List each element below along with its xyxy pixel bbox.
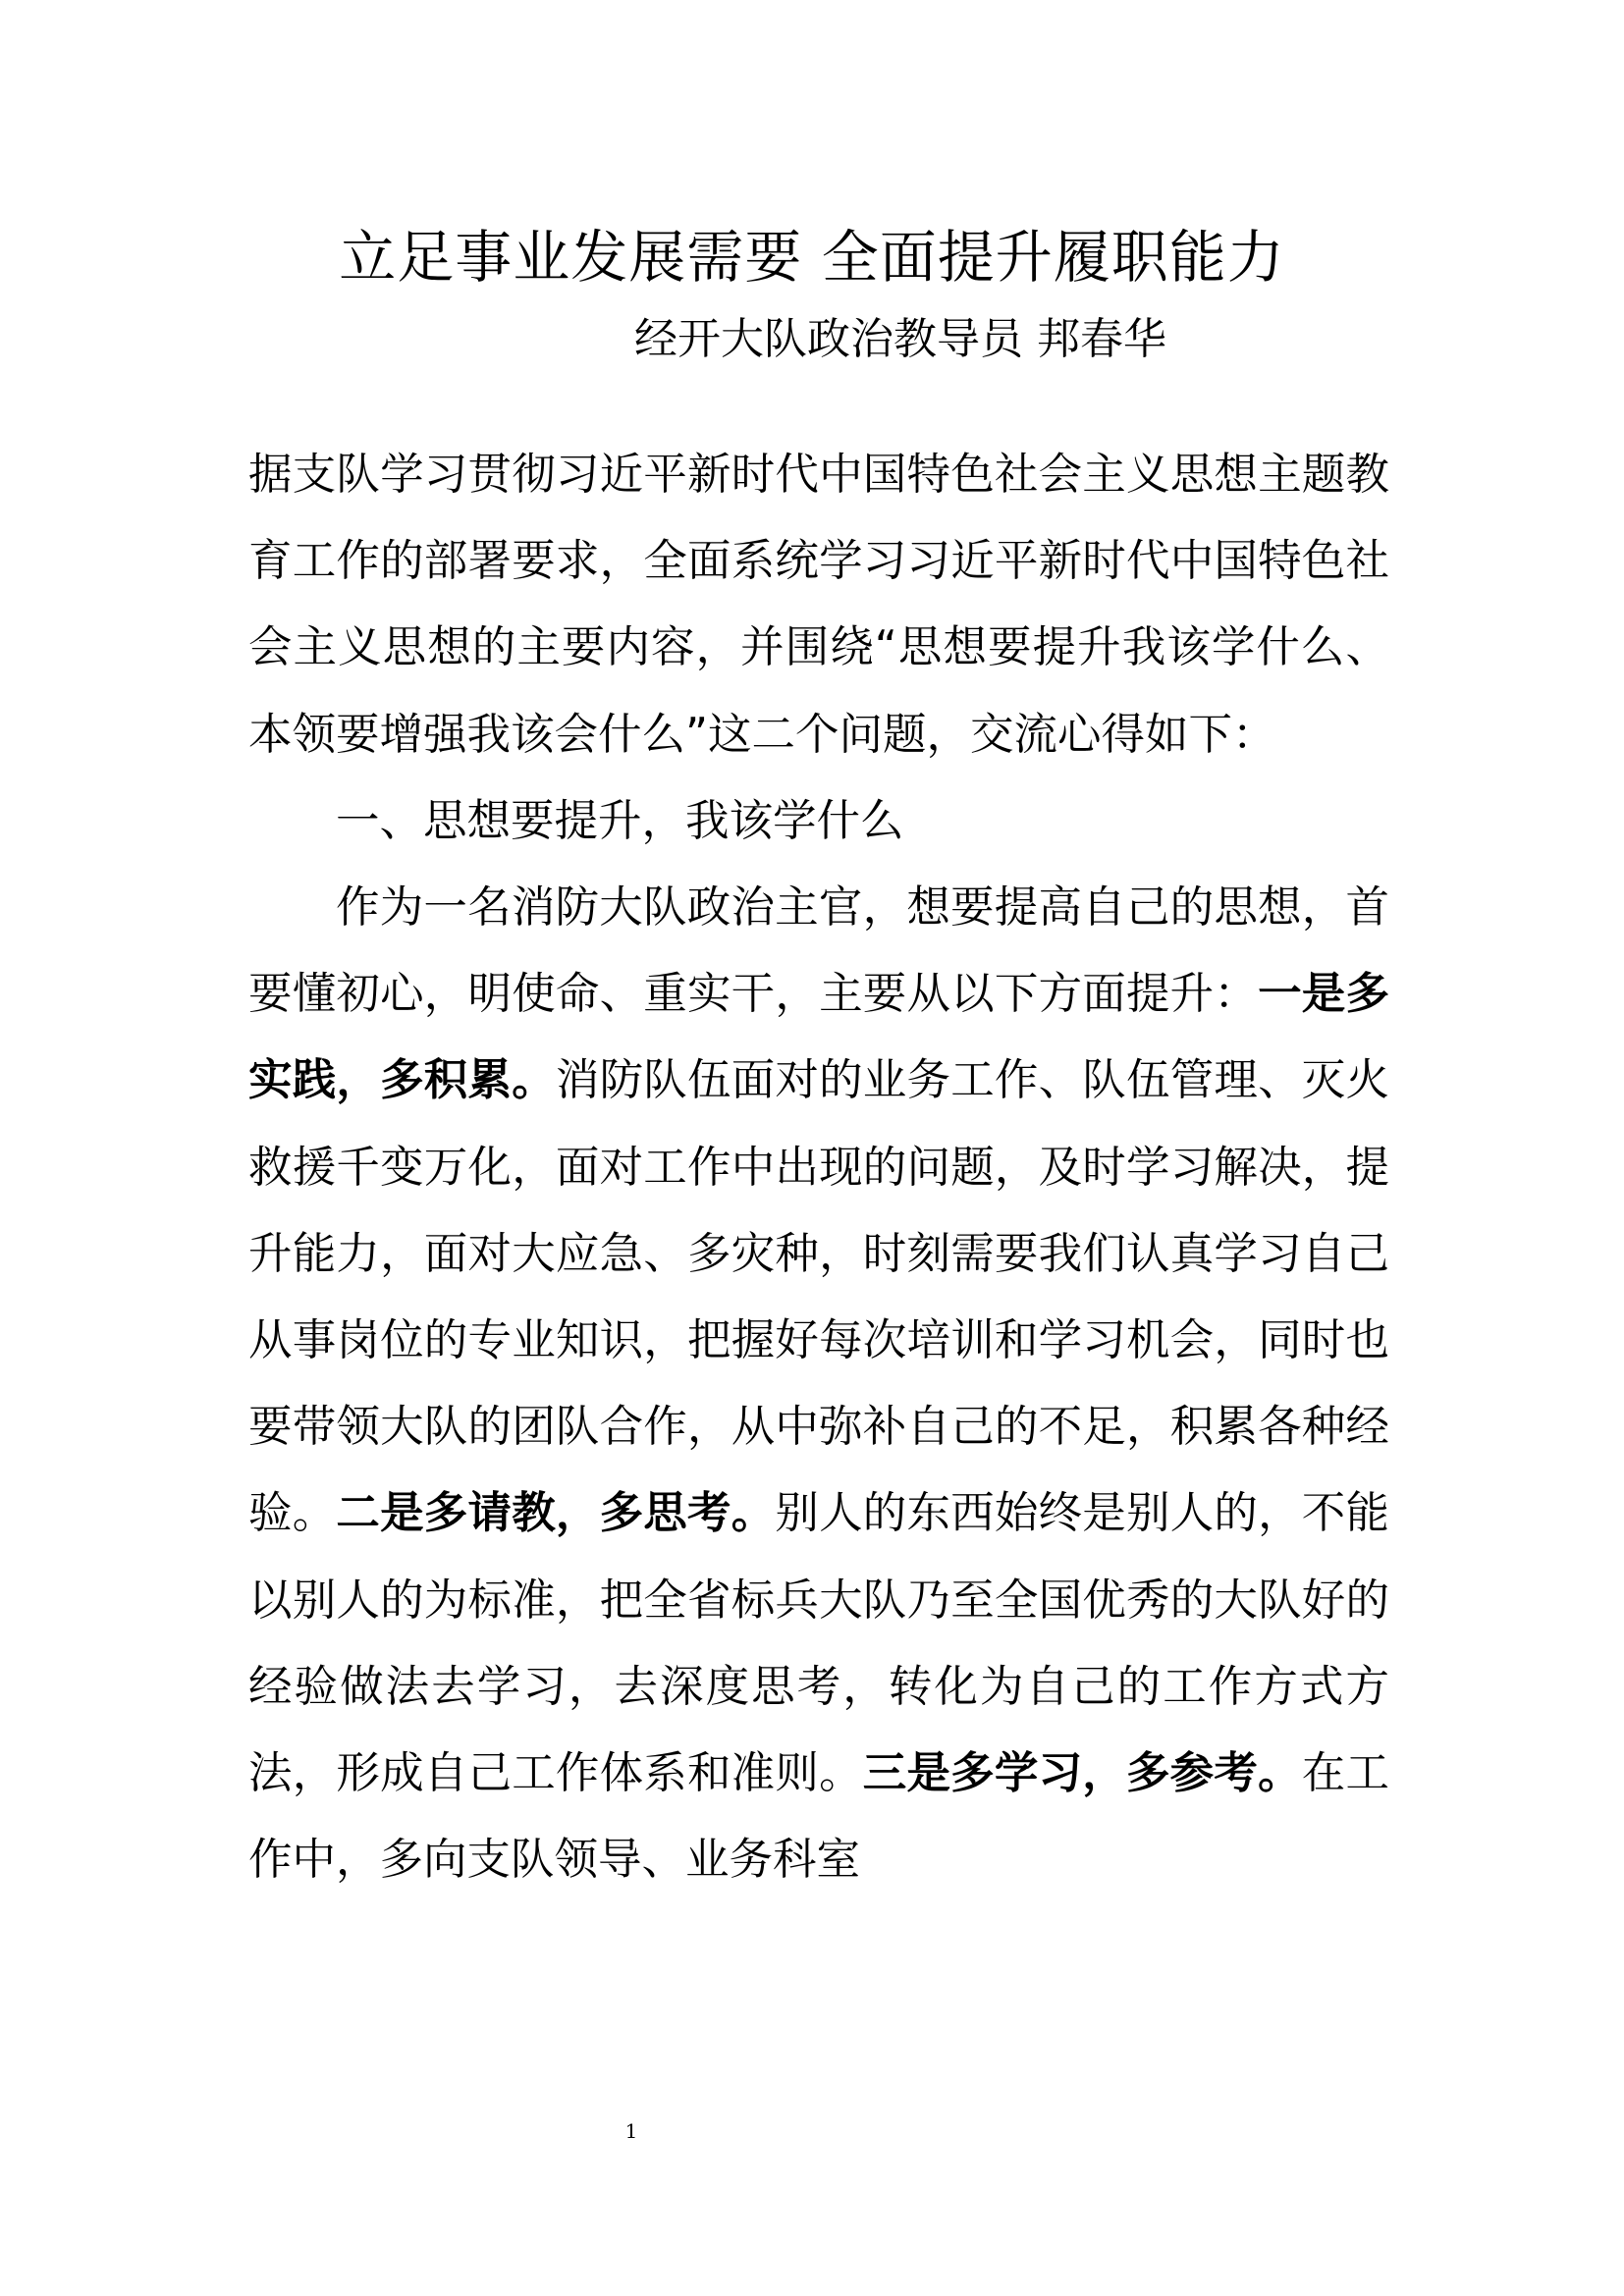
page-number: 1 — [624, 2119, 638, 2143]
paragraph-lead: 作为一名消防大队政治主官，想要提高自己的思想，首要懂初心，明使命、重实干，主要从以下方面提升： — [248, 882, 1389, 1020]
point-text-3: 在工作中，多向支队领导、业务科室 — [248, 1748, 1389, 1886]
intro-paragraph: 据支队学习贯彻习近平新时代中国特色社会主义思想主题教育工作的部署要求，全面系统学习习近平新时代中国特色社会主义思想的主要内容，并围绕“思想要提升我该学什么、本领要增强我该会什么”这二个问题，交流心得如下： — [248, 450, 1389, 760]
author-line: 经开大队政治教导员 邦春华 — [634, 314, 1166, 364]
document-title: 立足事业发展需要 全面提升履职能力 — [339, 224, 1285, 291]
section-paragraph — [248, 865, 1389, 1903]
point-heading-3: 三是多学习，多参考。 — [862, 1748, 1302, 1799]
point-text-2: 别人的东西始终是别人的，不能以别人的为标准，把全省标兵大队乃至全国优秀的大队好的经验做法去学习，去深度思考，转化为自己的工作方式方法，形成自己工作体系和准则。 — [248, 1488, 1389, 1799]
point-heading-2: 二是多请教，多思考。 — [336, 1488, 776, 1539]
section-heading: 一、思想要提升，我该学什么 — [336, 795, 904, 846]
document-body — [248, 432, 1389, 1903]
point-heading-1: 一是多实践，多积累。 — [248, 969, 1389, 1106]
point-text-1: 消防队伍面对的业务工作、队伍管理、灭火救援千变万化，面对工作中出现的问题，及时学习解决，提升能力，面对大应急、多灾种，时刻需要我们认真学习自己从事岗位的专业知识，把握好每次培训和学习机会，同时也要带领大队的团队合作，从中弥补自己的不足，积累各种经验。 — [248, 1055, 1389, 1539]
